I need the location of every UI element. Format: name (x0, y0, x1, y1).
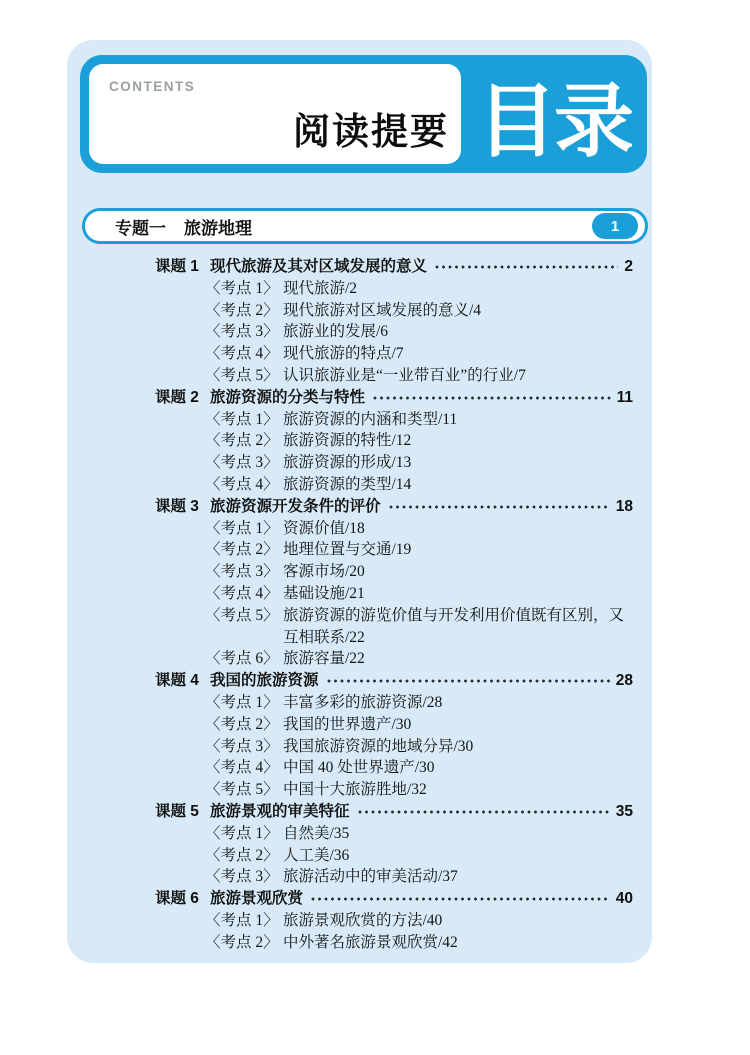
lesson-entry[interactable] (155, 387, 633, 409)
page-title: 目录 (477, 76, 631, 166)
point-entry[interactable] (155, 278, 633, 300)
dotted-leader (373, 396, 611, 400)
lesson-title: 旅游资源的分类与特性 (210, 388, 366, 406)
point-label: 〈考点 2〉 (205, 846, 279, 864)
point-text: 旅游业的发展/6 (283, 323, 389, 341)
point-text: 认识旅游业是“一业带百业”的行业/7 (283, 366, 526, 384)
point-entry[interactable] (155, 321, 633, 343)
point-label: 〈考点 1〉 (205, 279, 279, 297)
point-label: 〈考点 2〉 (205, 301, 279, 319)
point-text: 旅游活动中的审美活动/37 (283, 868, 458, 886)
point-label: 〈考点 1〉 (205, 824, 279, 842)
dotted-leader (358, 810, 610, 814)
point-label: 〈考点 1〉 (205, 693, 279, 711)
section-header-bar (82, 208, 648, 244)
point-entry[interactable] (155, 474, 633, 496)
lesson-label: 课题 4 (155, 672, 199, 690)
point-entry[interactable] (155, 866, 633, 888)
section-label: 专题一 (115, 218, 166, 238)
point-text: 客源市场/20 (283, 563, 365, 581)
point-entry[interactable] (155, 452, 633, 474)
lesson-block (155, 256, 633, 387)
point-label: 〈考点 5〉 (205, 781, 279, 799)
point-label: 〈考点 5〉 (205, 606, 279, 624)
lesson-entry[interactable] (155, 670, 633, 692)
point-entry[interactable] (155, 714, 633, 736)
lesson-label: 课题 1 (155, 258, 199, 275)
point-text: 地理位置与交通/19 (283, 541, 412, 559)
lesson-page-number: 40 (615, 890, 633, 908)
point-label: 〈考点 1〉 (205, 519, 279, 537)
lesson-entry[interactable] (155, 888, 633, 910)
point-label: 〈考点 4〉 (205, 475, 279, 493)
content-card (67, 40, 652, 963)
point-text: 旅游资源的特性/12 (283, 432, 412, 450)
lesson-title: 旅游资源开发条件的评价 (210, 497, 381, 515)
dotted-leader (327, 679, 610, 683)
point-entry[interactable] (155, 910, 633, 932)
lesson-page-number: 2 (624, 258, 633, 275)
point-entry[interactable] (155, 343, 633, 365)
point-text: 旅游容量/22 (283, 650, 365, 668)
point-label: 〈考点 3〉 (205, 563, 279, 581)
point-text: 中外著名旅游景观欣赏/42 (283, 933, 458, 951)
point-entry[interactable] (155, 300, 633, 322)
point-label: 〈考点 2〉 (205, 432, 279, 450)
lesson-title: 我国的旅游资源 (210, 672, 319, 690)
point-entry[interactable] (155, 779, 633, 801)
point-text: 我国旅游资源的地域分异/30 (283, 737, 474, 755)
point-text: 人工美/36 (283, 846, 350, 864)
point-entry[interactable] (155, 365, 633, 387)
point-label: 〈考点 2〉 (205, 715, 279, 733)
point-label: 〈考点 3〉 (205, 868, 279, 886)
lesson-block (155, 387, 633, 496)
lesson-title: 旅游景观的审美特征 (210, 802, 350, 820)
point-entry[interactable] (155, 583, 633, 605)
point-text: 旅游资源的内涵和类型/11 (283, 410, 458, 428)
point-text: 资源价值/18 (283, 519, 365, 537)
point-entry[interactable] (155, 648, 633, 670)
lesson-label: 课题 3 (155, 497, 199, 515)
page-header (80, 55, 647, 173)
point-entry[interactable] (155, 757, 633, 779)
point-text: 现代旅游/2 (283, 279, 358, 297)
dotted-leader (435, 265, 618, 269)
header-white-panel (89, 64, 461, 164)
lesson-title: 旅游景观欣赏 (210, 890, 304, 908)
point-label: 〈考点 2〉 (205, 933, 279, 951)
lesson-page-number: 35 (615, 802, 633, 820)
lesson-block (155, 801, 633, 888)
section-page-badge: 1 (592, 213, 638, 239)
point-label: 〈考点 3〉 (205, 454, 279, 472)
point-label: 〈考点 3〉 (205, 737, 279, 755)
point-entry[interactable] (155, 932, 633, 954)
lesson-title: 现代旅游及其对区域发展的意义 (210, 258, 428, 275)
lesson-block (155, 496, 633, 670)
lesson-block (155, 670, 633, 801)
point-text: 自然美/35 (283, 824, 350, 842)
point-entry[interactable] (155, 692, 633, 714)
reading-summary-title: 阅读提要 (293, 111, 449, 152)
lesson-entry[interactable] (155, 496, 633, 518)
point-entry[interactable] (155, 605, 633, 649)
point-text: 旅游资源的形成/13 (283, 454, 412, 472)
point-text: 旅游景观欣赏的方法/40 (283, 911, 443, 929)
lesson-entry[interactable] (155, 801, 633, 823)
point-entry[interactable] (155, 539, 633, 561)
point-entry[interactable] (155, 430, 633, 452)
point-text: 我国的世界遗产/30 (283, 715, 412, 733)
point-label: 〈考点 3〉 (205, 323, 279, 341)
dotted-leader (311, 897, 610, 901)
point-label: 〈考点 4〉 (205, 345, 279, 363)
lesson-entry[interactable] (155, 256, 633, 278)
toc-list (155, 256, 633, 954)
point-entry[interactable] (155, 736, 633, 758)
point-label: 〈考点 4〉 (205, 759, 279, 777)
point-entry[interactable] (155, 561, 633, 583)
lesson-label: 课题 6 (155, 890, 199, 908)
point-text: 中国十大旅游胜地/32 (283, 781, 427, 799)
point-entry[interactable] (155, 518, 633, 540)
point-label: 〈考点 1〉 (205, 410, 279, 428)
point-text: 现代旅游的特点/7 (283, 345, 404, 363)
point-label: 〈考点 2〉 (205, 541, 279, 559)
contents-label: CONTENTS (109, 79, 196, 94)
lesson-block (155, 888, 633, 953)
point-label: 〈考点 5〉 (205, 366, 279, 384)
point-text: 丰富多彩的旅游资源/28 (283, 693, 443, 711)
point-text: 旅游资源的游览价值与开发利用价值既有区别，又互相联系/22 (283, 606, 625, 646)
point-label: 〈考点 6〉 (205, 650, 279, 668)
point-text: 中国 40 处世界遗产/30 (283, 759, 435, 777)
point-entry[interactable] (155, 823, 633, 845)
lesson-page-number: 11 (616, 388, 633, 406)
point-text: 基础设施/21 (283, 584, 365, 602)
lesson-label: 课题 2 (155, 388, 199, 406)
point-label: 〈考点 1〉 (205, 911, 279, 929)
section-title: 旅游地理 (184, 218, 252, 238)
lesson-label: 课题 5 (155, 802, 199, 820)
lesson-page-number: 18 (615, 497, 633, 515)
point-label: 〈考点 4〉 (205, 584, 279, 602)
point-entry[interactable] (155, 845, 633, 867)
point-text: 旅游资源的类型/14 (283, 475, 412, 493)
lesson-page-number: 28 (615, 672, 633, 690)
dotted-leader (389, 505, 610, 509)
point-entry[interactable] (155, 409, 633, 431)
point-text: 现代旅游对区域发展的意义/4 (283, 301, 482, 319)
